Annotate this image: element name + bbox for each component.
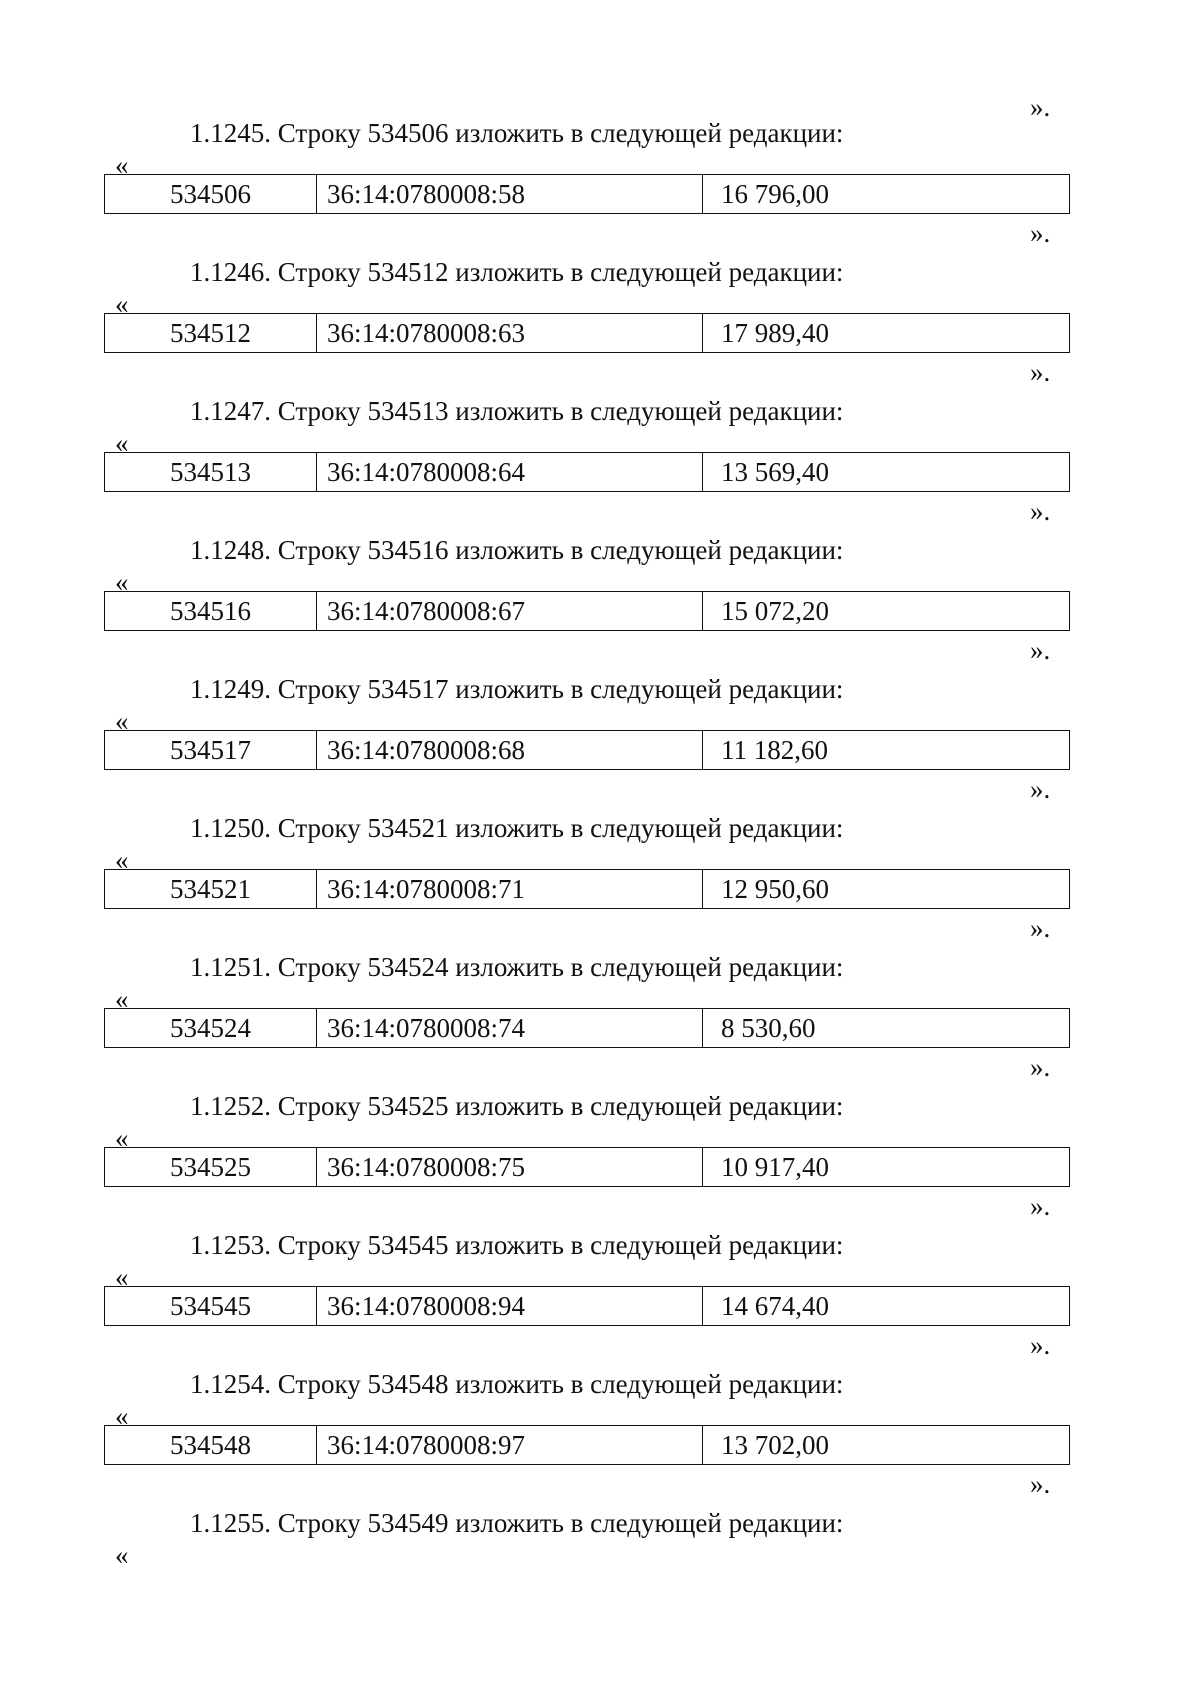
amendment-item <box>0 924 1200 1082</box>
amendment-heading: 1.1253. Строку 534545 изложить в следующей редакции: <box>190 1230 844 1260</box>
row-number-cell: 534516 <box>105 592 317 630</box>
row-number-cell: 534524 <box>105 1009 317 1047</box>
amendment-item <box>0 368 1200 526</box>
table-row <box>104 1425 1070 1465</box>
value-cell: 17 989,40 <box>721 317 829 348</box>
amendment-item <box>0 507 1200 665</box>
amendment-item <box>0 646 1200 804</box>
opening-quote: « <box>115 706 129 736</box>
table-row <box>104 1147 1070 1187</box>
amendment-heading: 1.1254. Строку 534548 изложить в следующей редакции: <box>190 1369 844 1399</box>
table-row <box>104 1008 1070 1048</box>
table-row <box>104 452 1070 492</box>
cadastral-number-cell: 36:14:0780008:75 <box>317 1148 703 1186</box>
amendment-item <box>0 1341 1200 1499</box>
cadastral-number-cell: 36:14:0780008:74 <box>317 1009 703 1047</box>
closing-quote: ». <box>1030 635 1051 665</box>
cadastral-number-cell: 36:14:0780008:71 <box>317 870 703 908</box>
amendment-heading: 1.1245. Строку 534506 изложить в следующей редакции: <box>190 118 844 148</box>
value-cell: 13 702,00 <box>721 1429 829 1460</box>
cadastral-number-cell: 36:14:0780008:97 <box>317 1426 703 1464</box>
opening-quote: « <box>115 567 129 597</box>
value-cell: 11 182,60 <box>721 734 828 765</box>
value-cell: 8 530,60 <box>721 1012 816 1043</box>
amendment-item <box>0 229 1200 387</box>
closing-quote: ». <box>1030 913 1051 943</box>
amendment-heading: 1.1255. Строку 534549 изложить в следующей редакции: <box>190 1508 844 1538</box>
opening-quote: « <box>115 984 129 1014</box>
row-number-cell: 534525 <box>105 1148 317 1186</box>
amendment-item <box>0 785 1200 943</box>
closing-quote: ». <box>1030 1052 1051 1082</box>
closing-quote: ». <box>1030 496 1051 526</box>
cadastral-number-cell: 36:14:0780008:58 <box>317 175 703 213</box>
amendment-heading: 1.1247. Строку 534513 изложить в следующей редакции: <box>190 396 844 426</box>
opening-quote: « <box>115 1540 129 1570</box>
table-row <box>104 869 1070 909</box>
amendment-heading: 1.1251. Строку 534524 изложить в следующей редакции: <box>190 952 844 982</box>
amendment-item <box>0 90 1200 248</box>
amendment-heading: 1.1246. Строку 534512 изложить в следующей редакции: <box>190 257 844 287</box>
cadastral-number-cell: 36:14:0780008:64 <box>317 453 703 491</box>
opening-quote: « <box>115 150 129 180</box>
row-number-cell: 534548 <box>105 1426 317 1464</box>
amendment-item <box>0 1202 1200 1360</box>
value-cell: 15 072,20 <box>721 595 829 626</box>
table-row <box>104 730 1070 770</box>
row-number-cell: 534512 <box>105 314 317 352</box>
table-row <box>104 1286 1070 1326</box>
closing-quote: ». <box>1030 92 1051 122</box>
table-row <box>104 313 1070 353</box>
value-cell: 13 569,40 <box>721 456 829 487</box>
opening-quote: « <box>115 428 129 458</box>
value-cell: 14 674,40 <box>721 1290 829 1321</box>
opening-quote: « <box>115 1123 129 1153</box>
row-number-cell: 534513 <box>105 453 317 491</box>
amendment-heading: 1.1250. Строку 534521 изложить в следующей редакции: <box>190 813 844 843</box>
opening-quote: « <box>115 845 129 875</box>
row-number-cell: 534521 <box>105 870 317 908</box>
row-number-cell: 534517 <box>105 731 317 769</box>
closing-quote: ». <box>1030 1191 1051 1221</box>
cadastral-number-cell: 36:14:0780008:68 <box>317 731 703 769</box>
amendment-heading: 1.1248. Строку 534516 изложить в следующей редакции: <box>190 535 844 565</box>
closing-quote: ». <box>1030 774 1051 804</box>
row-number-cell: 534506 <box>105 175 317 213</box>
closing-quote: ». <box>1030 1469 1051 1499</box>
cadastral-number-cell: 36:14:0780008:67 <box>317 592 703 630</box>
value-cell: 12 950,60 <box>721 873 829 904</box>
row-number-cell: 534545 <box>105 1287 317 1325</box>
cadastral-number-cell: 36:14:0780008:63 <box>317 314 703 352</box>
opening-quote: « <box>115 289 129 319</box>
closing-quote: ». <box>1030 1330 1051 1360</box>
closing-quote: ». <box>1030 357 1051 387</box>
table-row <box>104 174 1070 214</box>
amendment-heading: 1.1249. Строку 534517 изложить в следующей редакции: <box>190 674 844 704</box>
cadastral-number-cell: 36:14:0780008:94 <box>317 1287 703 1325</box>
amendment-item <box>0 1063 1200 1221</box>
value-cell: 10 917,40 <box>721 1151 829 1182</box>
opening-quote: « <box>115 1262 129 1292</box>
amendment-item <box>0 1480 1200 1620</box>
amendment-heading: 1.1252. Строку 534525 изложить в следующей редакции: <box>190 1091 844 1121</box>
table-row <box>104 591 1070 631</box>
opening-quote: « <box>115 1401 129 1431</box>
closing-quote: ». <box>1030 218 1051 248</box>
value-cell: 16 796,00 <box>721 178 829 209</box>
